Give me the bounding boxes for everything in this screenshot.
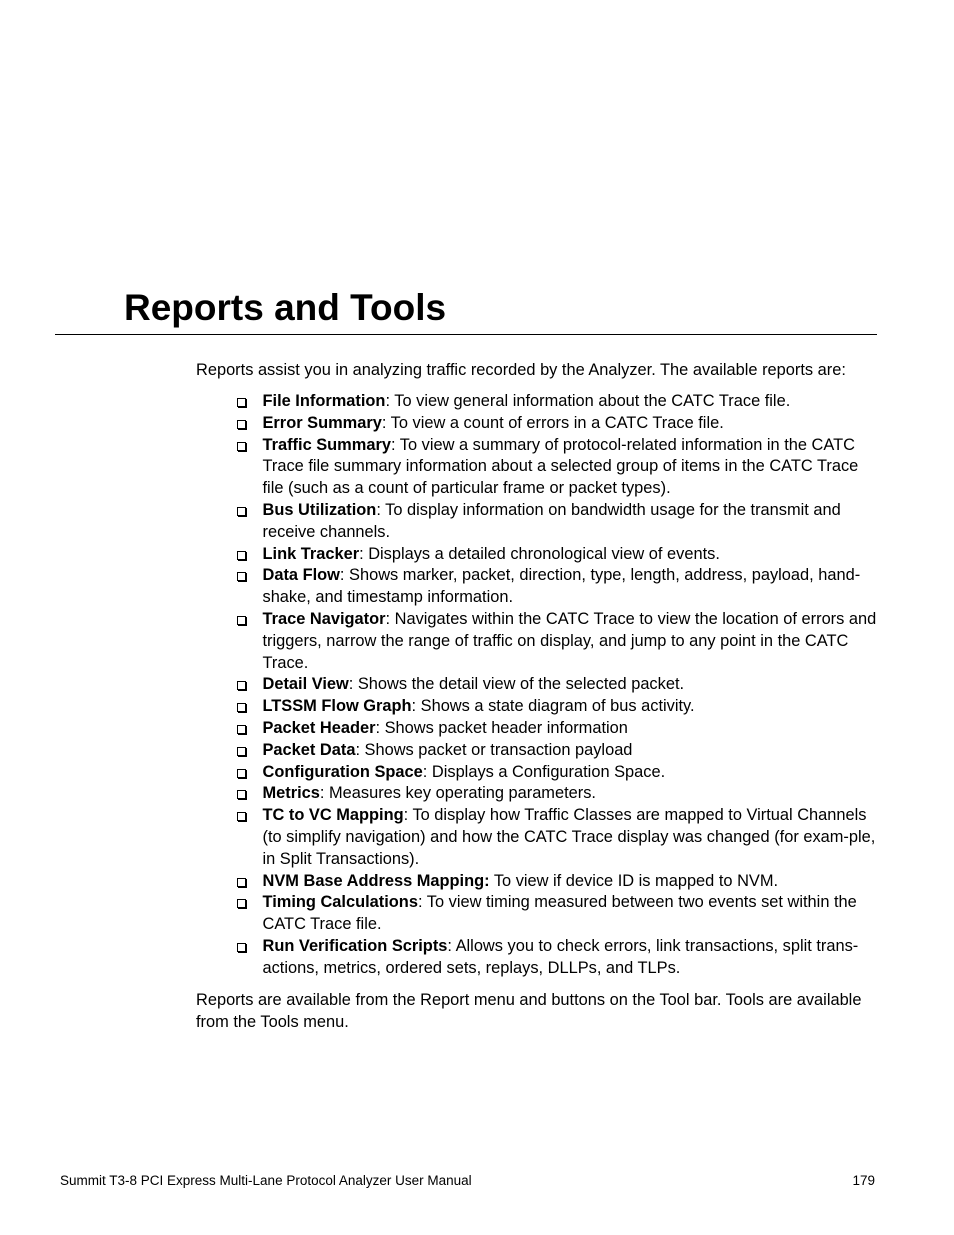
list-item [237,805,882,870]
title-divider [55,334,877,335]
list-item-separator: : [375,718,381,737]
footer-manual-title: Summit T3-8 PCI Express Multi-Lane Protocol Analyzer User Manual [60,1173,472,1188]
list-item [237,762,882,784]
list-item-description: To view timing measured between two events set within the CATC Trace file. [262,893,857,934]
checkbox-bullet-icon [237,420,246,429]
checkbox-bullet-icon [237,812,246,821]
list-item-description: Shows marker, packet, direction, type, length, address, payload, hand-shake, and timestamp information. [262,566,861,607]
list-item-description: To display how Traffic Classes are mapped to Virtual Channels (to simplify navigation) and how the CATC Trace display was changed (for exam-ple, in Split Transactions). [262,806,876,868]
list-item-separator: : [390,435,396,454]
list-item [237,871,882,893]
list-item-term: Detail View [262,675,349,694]
reports-list [237,391,882,980]
list-item-term: LTSSM Flow Graph [262,697,412,716]
list-item-separator: : [381,413,387,432]
list-item [237,435,882,500]
footer-page-number: 179 [852,1173,875,1188]
list-item-term: File Information [262,392,386,410]
list-item-description: Measures key operating parameters. [324,784,596,803]
list-item [237,718,882,740]
closing-paragraph: Reports are available from the Report menu and buttons on the Tool bar. Tools are available from the Tools menu. [196,991,862,1031]
list-item [237,500,882,544]
list-item-separator: : [348,675,354,694]
list-item-description: Shows the detail view of the selected packet. [353,675,685,694]
list-item-description: Displays a detailed chronological view of events. [363,544,720,563]
list-item [237,544,882,566]
list-item-term: Link Tracker [262,544,360,563]
list-item [237,936,882,980]
list-item-description: To view if device ID is mapped to NVM. [489,871,779,890]
list-item [237,740,882,762]
list-item-description: Shows packet or transaction payload [360,740,633,759]
list-item [237,413,882,435]
checkbox-bullet-icon [237,899,246,908]
checkbox-bullet-icon [237,878,246,887]
checkbox-bullet-icon [237,725,246,734]
list-item-description: Allows you to check errors, link transactions, split trans-actions, metrics, ordered sets, replays, DLLPs, and TLPs. [262,936,859,977]
list-item-term: Metrics [262,784,320,803]
list-item-term: Configuration Space [262,762,423,781]
list-item-description: To display information on bandwidth usage for the transmit and receive channels. [262,500,841,541]
list-item-term: Packet Header [262,718,376,737]
list-item-separator: : [417,893,423,912]
list-item-term: Traffic Summary [262,435,391,454]
checkbox-bullet-icon [237,572,246,581]
list-item-description: To view a count of errors in a CATC Trace file. [386,413,724,432]
list-item-term: NVM Base Address Mapping: [262,871,490,890]
checkbox-bullet-icon [237,703,246,712]
list-item-separator: : [422,762,428,781]
list-item-separator: : [447,936,452,955]
list-item [237,892,882,936]
checkbox-bullet-icon [237,507,246,516]
checkbox-bullet-icon [237,747,246,756]
checkbox-bullet-icon [237,442,246,451]
list-item [237,696,882,718]
checkbox-bullet-icon [237,790,246,799]
list-item-term: Run Verification Scripts [262,936,448,955]
list-item-separator: : [319,784,325,803]
list-item-term: Data Flow [262,566,340,585]
intro-paragraph: Reports assist you in analyzing traffic recorded by the Analyzer. The available reports are: [196,361,846,379]
list-item-separator: : [403,806,409,825]
checkbox-bullet-icon [237,616,246,625]
list-item-separator: : [355,740,360,759]
list-item [237,391,882,413]
list-item [237,565,882,609]
checkbox-bullet-icon [237,769,246,778]
list-item-description: Navigates within the CATC Trace to view the location of errors and triggers, narrow the range of traffic on display, and jump to any point in the CATC Trace. [262,609,877,672]
list-item-term: Packet Data [262,740,356,759]
list-item-separator: : [376,500,381,519]
list-item-term: Bus Utilization [262,500,377,519]
list-item-description: To view a summary of protocol-related information in the CATC Trace file summary information about a selected group of items in the CATC Trace file (such as a count of particular frame or packet types). [262,435,859,498]
list-item [237,674,882,696]
checkbox-bullet-icon [237,398,246,407]
list-item-description: To view general information about the CATC Trace file. [390,392,791,410]
checkbox-bullet-icon [237,681,246,690]
list-item-separator: : [385,392,390,410]
list-item-description: Shows packet header information [380,718,628,737]
list-item-separator: : [385,609,391,628]
list-item [237,609,882,674]
checkbox-bullet-icon [237,551,246,560]
list-item-separator: : [411,697,417,716]
list-item [237,783,882,805]
list-item-term: Trace Navigator [262,609,386,628]
list-item-term: TC to VC Mapping [262,806,404,825]
list-item-separator: : [359,544,364,563]
checkbox-bullet-icon [237,943,246,952]
list-item-separator: : [339,566,345,585]
list-item-description: Shows a state diagram of bus activity. [416,697,695,716]
page-title: Reports and Tools [124,287,447,328]
list-item-term: Error Summary [262,413,382,432]
list-item-description: Displays a Configuration Space. [427,762,666,781]
list-item-term: Timing Calculations [262,893,418,912]
